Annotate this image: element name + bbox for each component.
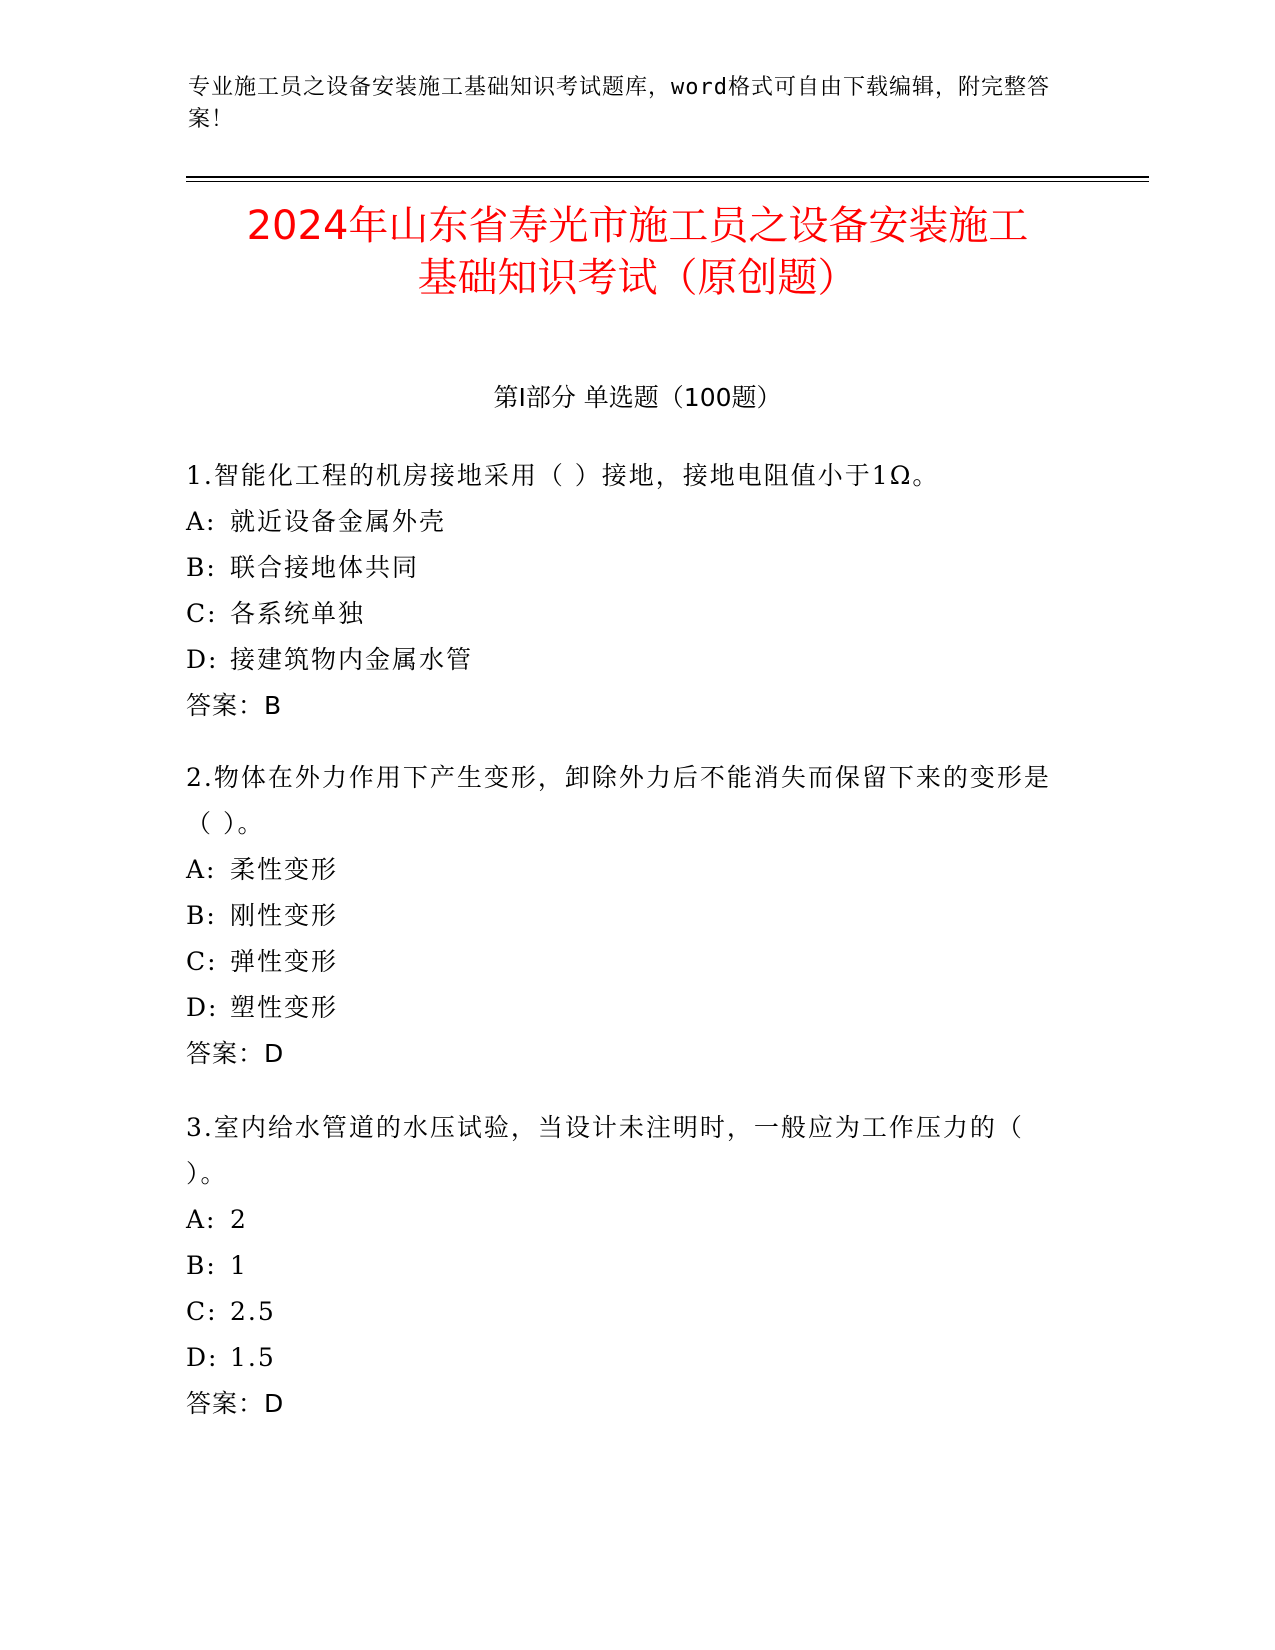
option-letter: A: [186,507,217,536]
option-d [186,985,1066,1031]
option-a [186,1197,1066,1243]
document-title [150,200,1125,304]
option-text: 各系统单独 [230,599,366,628]
option-letter: C: [186,599,218,628]
section-heading: 第Ⅰ部分 单选题（100题） [493,383,782,412]
header-note: 专业施工员之设备安装施工基础知识考试题库，word格式可自由下载编辑，附完整答案！ [188,75,1050,132]
document-title-line-1: 2024年山东省寿光市施工员之设备安装施工 [246,203,1029,249]
option-text: 柔性变形 [230,855,339,884]
question-3 [186,1105,1066,1427]
header-divider-thin [186,181,1149,182]
option-text: 接建筑物内金属水管 [230,645,474,674]
option-b [186,1243,1066,1289]
option-letter: A: [186,855,217,884]
option-a [186,499,1066,545]
option-letter: D: [186,1343,219,1372]
answer-label: 答案：B [186,691,283,720]
option-text: 刚性变形 [230,901,339,930]
answer-label: 答案：D [186,1039,285,1068]
option-text: 2 [230,1205,248,1234]
question-stem: 2.物体在外力作用下产生变形，卸除外力后不能消失而保留下来的变形是（ ）。 [186,763,1051,838]
option-letter: A: [186,1205,217,1234]
option-c [186,1289,1066,1335]
document-title-line-2: 基础知识考试（原创题） [417,255,858,301]
option-text: 塑性变形 [230,993,339,1022]
option-text: 2.5 [230,1297,276,1326]
option-c [186,591,1066,637]
option-d [186,637,1066,683]
question-stem: 1.智能化工程的机房接地采用（ ）接地，接地电阻值小于1Ω。 [186,461,940,490]
option-a [186,847,1066,893]
option-letter: B: [186,1251,217,1280]
option-letter: C: [186,1297,218,1326]
option-b [186,545,1066,591]
option-text: 弹性变形 [230,947,339,976]
option-text: 联合接地体共同 [230,553,420,582]
option-text: 就近设备金属外壳 [230,507,447,536]
option-letter: B: [186,553,217,582]
question-1 [186,453,1066,729]
option-text: 1 [230,1251,248,1280]
answer-label: 答案：D [186,1389,285,1418]
question-2 [186,755,1066,1077]
option-c [186,939,1066,985]
option-letter: D: [186,993,219,1022]
option-text: 1.5 [230,1343,276,1372]
option-b [186,893,1066,939]
option-letter: B: [186,901,217,930]
option-letter: C: [186,947,218,976]
header-divider-thick [186,176,1149,178]
question-stem: 3.室内给水管道的水压试验，当设计未注明时，一般应为工作压力的（ ）。 [186,1113,1024,1188]
option-letter: D: [186,645,219,674]
option-d [186,1335,1066,1381]
